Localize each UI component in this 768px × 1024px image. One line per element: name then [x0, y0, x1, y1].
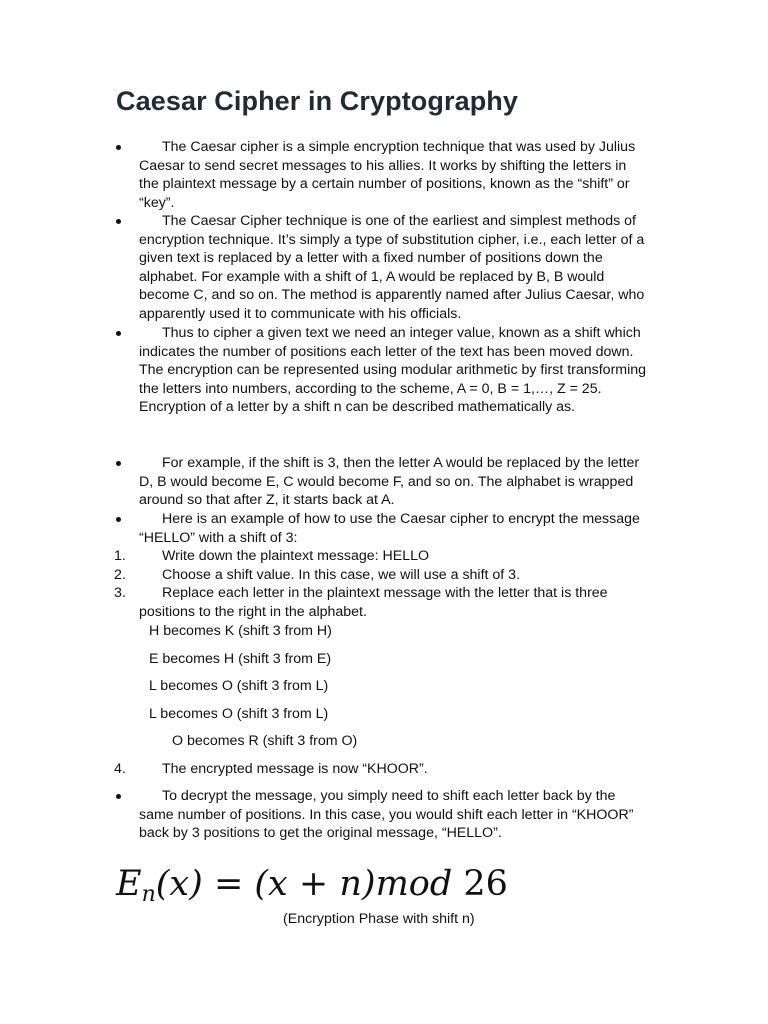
bullet-icon — [116, 331, 121, 336]
step-number: 3. — [114, 585, 126, 601]
list-item — [0, 324, 768, 417]
step-number: 1. — [114, 548, 126, 564]
bullet-continuation: The encryption can be represented using modular arithmetic by first transforming the letters into numbers, according to the scheme, A = 0, B = 1,…, Z = 25. Encryption of a letter by a shift n can be described mathematically as. — [139, 362, 647, 416]
step-number: 4. — [114, 761, 126, 777]
bullet-icon — [116, 219, 121, 224]
list-item — [0, 510, 768, 547]
numbered-item — [0, 760, 768, 779]
bullet-text: For example, if the shift is 3, then the letter A would be replaced by the letter D, B would become E, C would become F, and so on. The alphabet is wrapped around so that after Z, it starts back at A. — [139, 455, 640, 509]
step-number: 2. — [114, 567, 126, 583]
bullet-text: Here is an example of how to use the Caesar cipher to encrypt the message “HELLO” with a shift of 3: — [139, 511, 640, 546]
step-text: Replace each letter in the plaintext message with the letter that is three positions to the right in the alphabet. — [139, 585, 608, 620]
letter-mapping: H becomes K (shift 3 from H) — [149, 623, 332, 639]
bullet-icon — [116, 461, 121, 466]
numbered-item — [0, 584, 768, 621]
letter-mapping: L becomes O (shift 3 from L) — [149, 706, 329, 722]
step-text: The encrypted message is now “KHOOR”. — [162, 761, 428, 777]
formula-mod: mod — [375, 864, 453, 904]
letter-mapping: O becomes R (shift 3 from O) — [172, 733, 358, 749]
bullet-icon — [116, 517, 121, 522]
bullet-icon — [116, 145, 121, 150]
formula-caption: (Encryption Phase with shift n) — [283, 911, 475, 927]
bullet-text: The Caesar cipher is a simple encryption technique that was used by Julius Caesar to send secret messages to his allies. It works by shifting the letters in the plaintext message by a certain number of positions, known as the “shift” or “key”. — [139, 139, 636, 211]
list-item — [0, 138, 768, 212]
bullet-text: The Caesar Cipher technique is one of the earliest and simplest methods of encryption technique. It’s simply a type of substitution cipher, i.e., each letter of a given text is replaced by a letter with a fixed number of positions down the alphabet. For example with a shift of 1, A would be replaced by B, B would become C, and so on. The method is apparently named after Julius Caesar, who apparently used it to communicate with his officials. — [139, 213, 645, 322]
formula-subscript: n — [141, 882, 156, 907]
bullet-text: Thus to cipher a given text we need an integer value, known as a shift which indicates the number of positions each letter of the text has been moved down. — [139, 325, 641, 360]
letter-mapping: L becomes O (shift 3 from L) — [149, 678, 329, 694]
list-item — [0, 212, 768, 324]
list-item — [0, 787, 768, 843]
page-title: Caesar Cipher in Cryptography — [116, 86, 518, 116]
letter-mapping: E becomes H (shift 3 from E) — [149, 651, 332, 667]
encryption-formula — [116, 864, 508, 907]
formula-expression: (x + n) — [254, 864, 376, 904]
formula-modulus: 26 — [463, 864, 508, 904]
step-text: Write down the plaintext message: HELLO — [162, 548, 430, 564]
numbered-item — [0, 547, 768, 566]
numbered-item — [0, 566, 768, 585]
formula-equals: = — [213, 864, 244, 904]
formula-arg: (x) — [155, 864, 203, 904]
bullet-text: To decrypt the message, you simply need to shift each letter back by the same number of positions. In this case, you would shift each letter in “KHOOR” back by 3 positions to get the original message, “HELLO”. — [139, 788, 634, 842]
list-item — [0, 454, 768, 510]
step-text: Choose a shift value. In this case, we will use a shift of 3. — [162, 567, 521, 583]
formula-e: E — [116, 864, 142, 904]
bullet-icon — [116, 794, 121, 799]
